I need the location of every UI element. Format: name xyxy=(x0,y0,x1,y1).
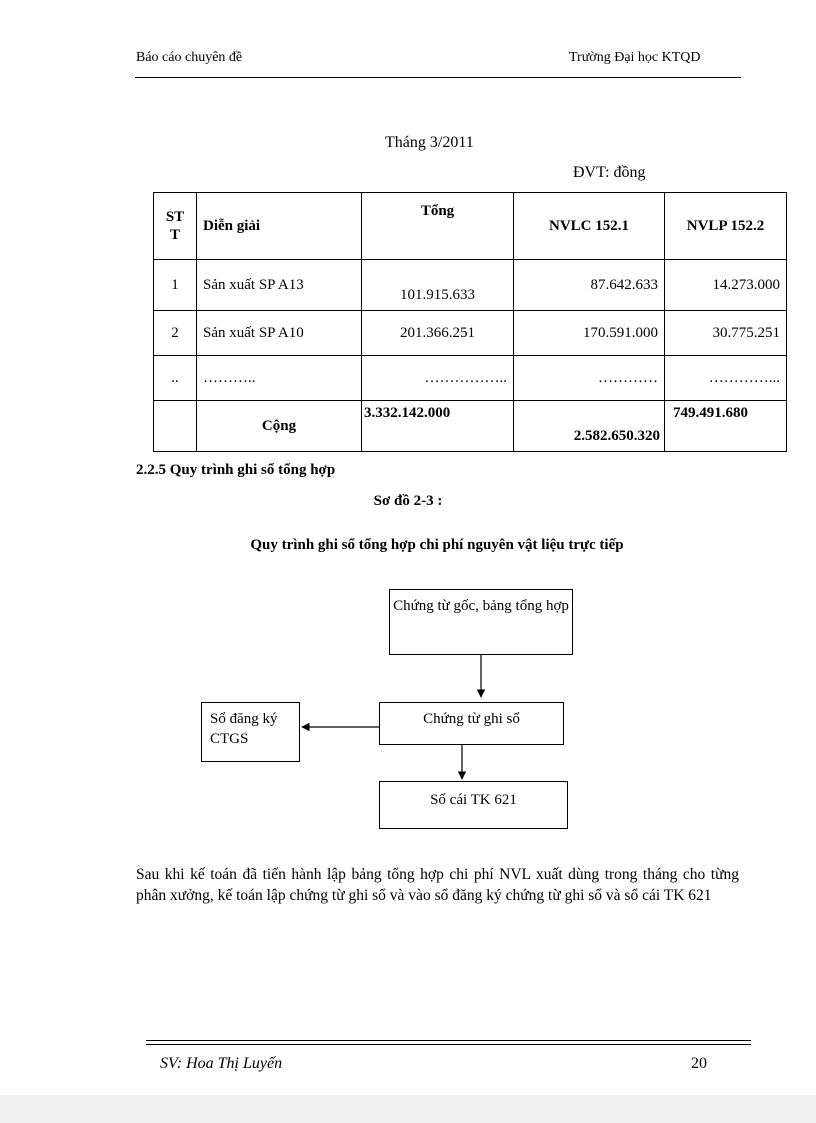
unit-label: ĐVT: đồng xyxy=(573,164,646,181)
cell-stt: .. xyxy=(154,356,197,401)
col-header-description: Diễn giải xyxy=(197,193,362,260)
node-ledger: Sổ cái TK 621 xyxy=(379,781,568,829)
diagram-number: Sơ đồ 2-3 : xyxy=(373,493,443,509)
node-register: Sổ đăng ký CTGS xyxy=(201,702,300,762)
footer-rule xyxy=(146,1040,751,1041)
cell-description: Sản xuất SP A10 xyxy=(197,311,362,356)
cell-total-label: Cộng xyxy=(197,401,362,452)
header-left: Báo cáo chuyên đề xyxy=(136,50,243,65)
cell-total: 101.915.633 xyxy=(362,260,514,311)
cell-nvlp: 14.273.000 xyxy=(665,260,787,311)
month-label: Tháng 3/2011 xyxy=(385,134,474,151)
col-header-nvlc: NVLC 152.1 xyxy=(514,193,665,260)
cell-nvlp: …………... xyxy=(665,356,787,401)
section-title: 2.2.5 Quy trình ghi sổ tổng hợp xyxy=(136,462,336,478)
col-header-stt: ST T xyxy=(154,193,197,260)
cell-nvlc: ………… xyxy=(514,356,665,401)
cell-grand-nvlp: 749.491.680 xyxy=(665,401,787,452)
body-paragraph: Sau khi kế toán đã tiến hành lập bảng tổng hợp chi phí NVL xuất dùng trong tháng cho từng phân xưởng, kế toán lập chứng từ ghi sổ và vào sổ đăng ký chứng từ ghi sổ và sổ cái TK 621 xyxy=(136,866,739,904)
node-source-documents: Chứng từ gốc, bảng tổng hợp xyxy=(389,589,573,655)
diagram-title: Quy trình ghi sổ tổng hợp chi phí nguyên vật liệu trực tiếp xyxy=(250,537,624,553)
col-header-nvlp: NVLP 152.2 xyxy=(665,193,787,260)
cell-stt: 1 xyxy=(154,260,197,311)
footer-rule xyxy=(146,1044,751,1045)
cell-nvlp: 30.775.251 xyxy=(665,311,787,356)
cell-nvlc: 170.591.000 xyxy=(514,311,665,356)
cell-grand-nvlc: 2.582.650.320 xyxy=(514,401,665,452)
footer-student: SV: Hoa Thị Luyến xyxy=(160,1055,283,1072)
col-header-total: Tổng xyxy=(362,193,514,260)
cell-grand-total: 3.332.142.000 xyxy=(362,401,514,452)
cell-nvlc: 87.642.633 xyxy=(514,260,665,311)
cell-description: Sản xuất SP A13 xyxy=(197,260,362,311)
page-bottom-band xyxy=(0,1095,816,1123)
cell-stt: 2 xyxy=(154,311,197,356)
cell-total: 201.366.251 xyxy=(362,311,514,356)
cell-description: ……….. xyxy=(197,356,362,401)
header-right: Trường Đại học KTQD xyxy=(569,50,701,65)
node-voucher: Chứng từ ghi sổ xyxy=(379,702,564,745)
page-number: 20 xyxy=(691,1055,707,1072)
cell-total: …………….. xyxy=(362,356,514,401)
